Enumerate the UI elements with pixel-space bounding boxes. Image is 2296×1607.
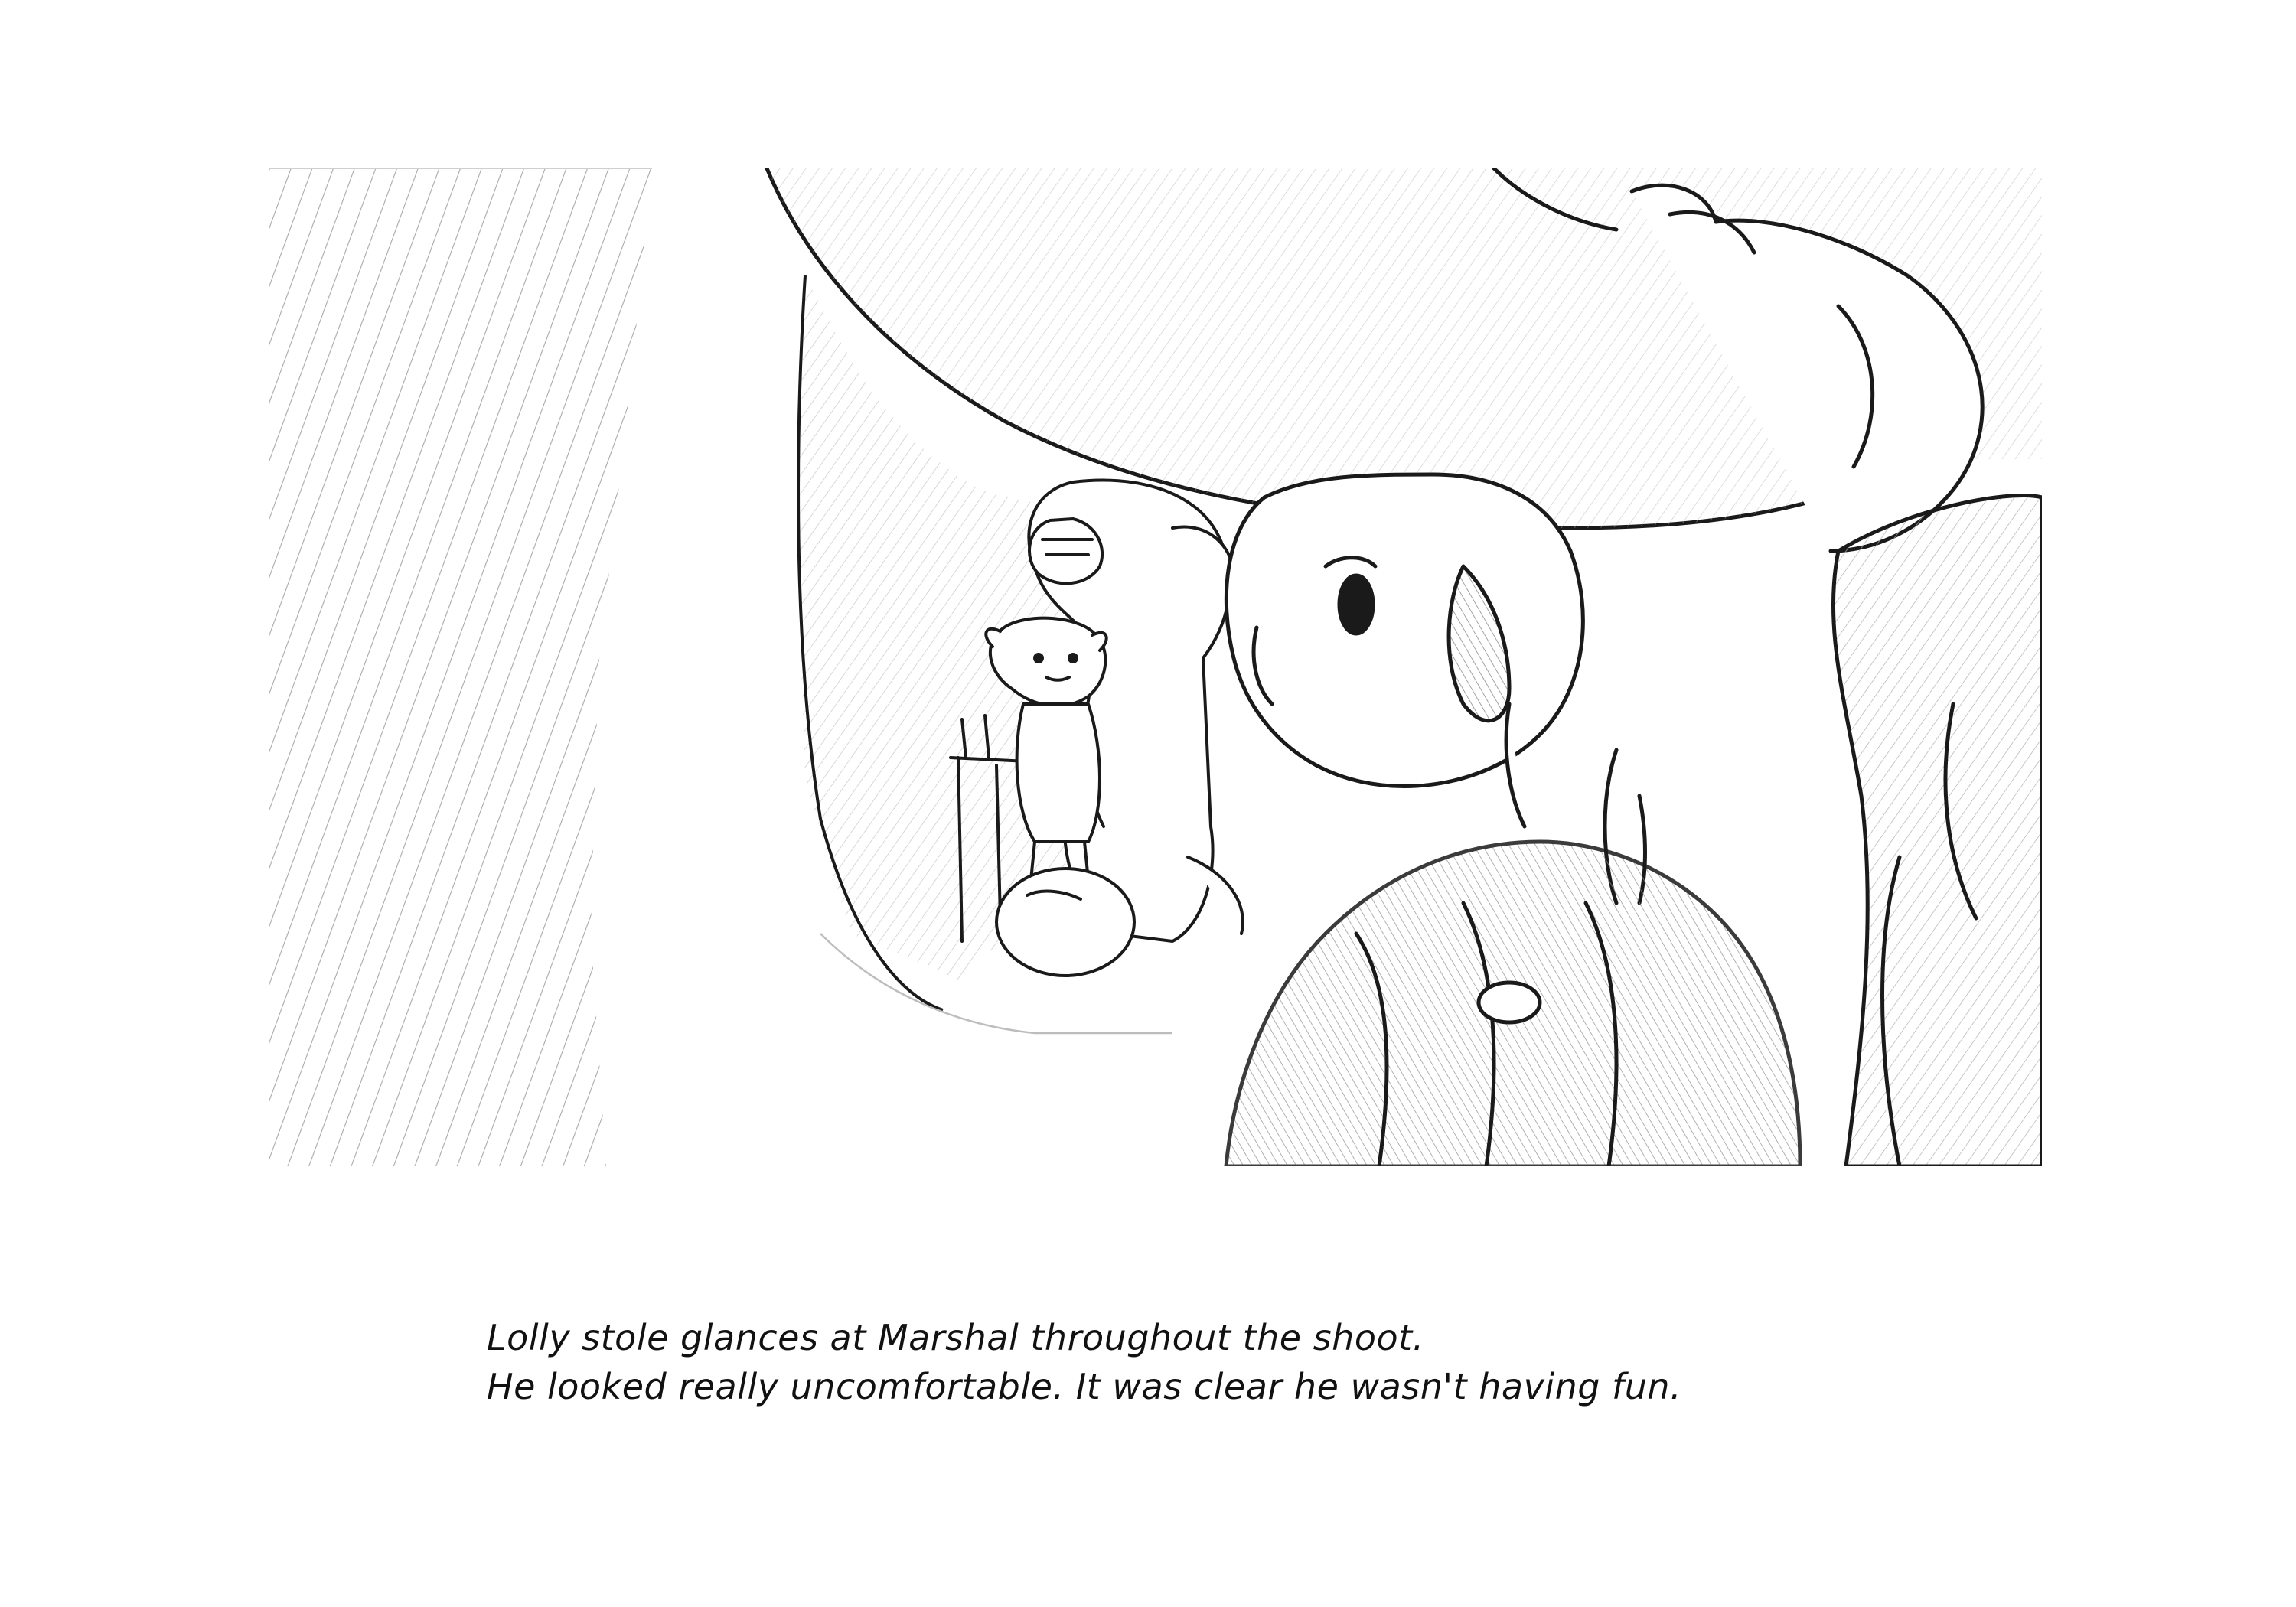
comic-panel bbox=[269, 168, 2042, 1166]
caption-line-1: Lolly stole glances at Marshal throughout the shoot. bbox=[487, 1317, 1424, 1358]
foreground-body bbox=[1226, 842, 1800, 1166]
left-hatched-background bbox=[269, 168, 652, 1166]
foreground-main-character bbox=[1226, 474, 1645, 903]
panel-illustration bbox=[269, 168, 2042, 1166]
right-foreground-shape bbox=[1833, 496, 2042, 1166]
caption bbox=[487, 1313, 1941, 1411]
caption-line-2: He looked really uncomfortable. It was clear he wasn't having fun. bbox=[487, 1366, 1682, 1407]
